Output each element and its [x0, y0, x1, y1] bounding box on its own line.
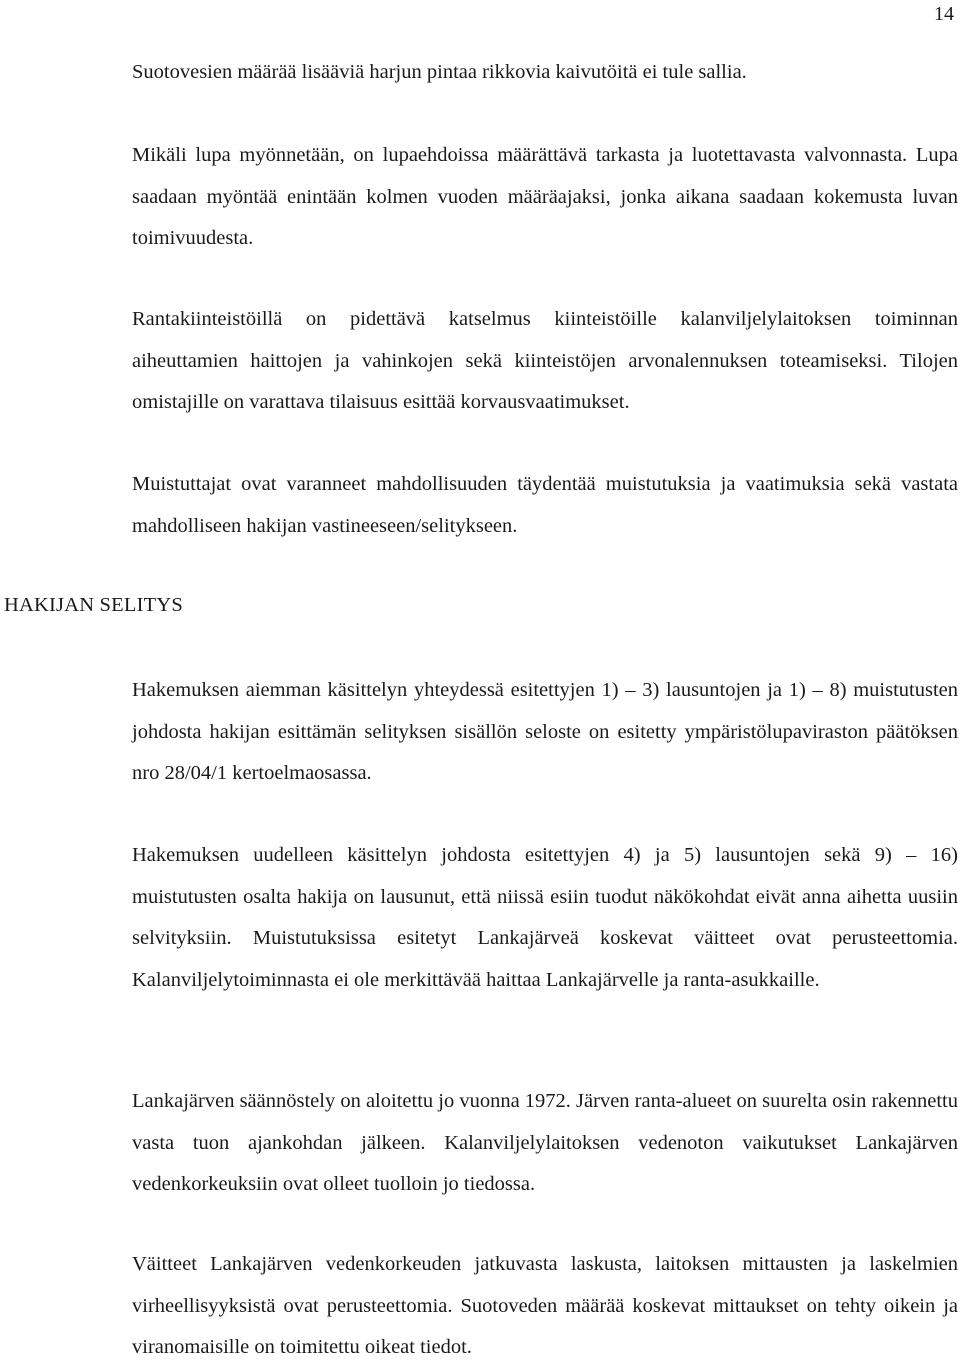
- paragraph-claims-unfounded: Väitteet Lankajärven vedenkorkeuden jatkuvasta laskusta, laitoksen mittausten ja laskelmien virheellisyyksistä ovat perusteettomia. Suotoveden määrää koskevat mittaukset on tehty oikein ja viranomaisille on toimitettu oikeat tiedot.: [132, 1253, 958, 1358]
- paragraph-shore-inspection: Rantakiinteistöillä on pidettävä katselmus kiinteistöille kalanviljelylaitoksen toiminnan aiheuttamien haittojen ja vahinkojen sekä kiinteistöjen arvonalennuksen toteamiseksi. Tilojen omistajille on varattava tilaisuus esittää korvausvaatimukset.: [132, 308, 958, 413]
- paragraph-earlier-statements: Hakemuksen aiemman käsittelyn yhteydessä esitettyjen 1) – 3) lausuntojen ja 1) – 8) muistutusten johdosta hakijan esittämän selityksen sisällön seloste on esitetty ympäristölupaviraston päätöksen nro 28/04/1 kertoelmaosassa.: [132, 679, 958, 784]
- paragraph-lake-regulation: Lankajärven säännöstely on aloitettu jo vuonna 1972. Järven ranta-alueet on suurelta osin rakennettu vasta tuon ajankohdan jälkeen. Kalanviljelylaitoksen vedenoton vaikutukset Lankajärven vedenkorkeuksiin ovat olleet tuolloin jo tiedossa.: [132, 1090, 958, 1195]
- section-heading: HAKIJAN SELITYS: [4, 594, 183, 616]
- paragraph-objectors-reserve: Muistuttajat ovat varanneet mahdollisuuden täydentää muistutuksia ja vaatimuksia sekä vastata mahdolliseen hakijan vastineeseen/selitykseen.: [132, 473, 958, 537]
- paragraph-excavation: Suotovesien määrää lisääviä harjun pintaa rikkovia kaivutöitä ei tule sallia.: [132, 61, 747, 83]
- page-number: 14: [934, 3, 954, 25]
- paragraph-new-statements: Hakemuksen uudelleen käsittelyn johdosta esitettyjen 4) ja 5) lausuntojen sekä 9) – 16) muistutusten osalta hakija on lausunut, että niissä esiin tuodut näkökohdat eivät anna aihetta uusiin selvityksiin. Muistutuksissa esitetyt Lankajärveä koskevat väitteet ovat perusteettomia. Kalanviljelytoiminnasta ei ole merkittävää haittaa Lankajärvelle ja ranta-asukkaille.: [132, 844, 958, 991]
- paragraph-permit-supervision: Mikäli lupa myönnetään, on lupaehdoissa määrättävä tarkasta ja luotettavasta valvonnasta. Lupa saadaan myöntää enintään kolmen vuoden määräajaksi, jonka aikana saadaan kokemusta luvan toimivuudesta.: [132, 144, 958, 249]
